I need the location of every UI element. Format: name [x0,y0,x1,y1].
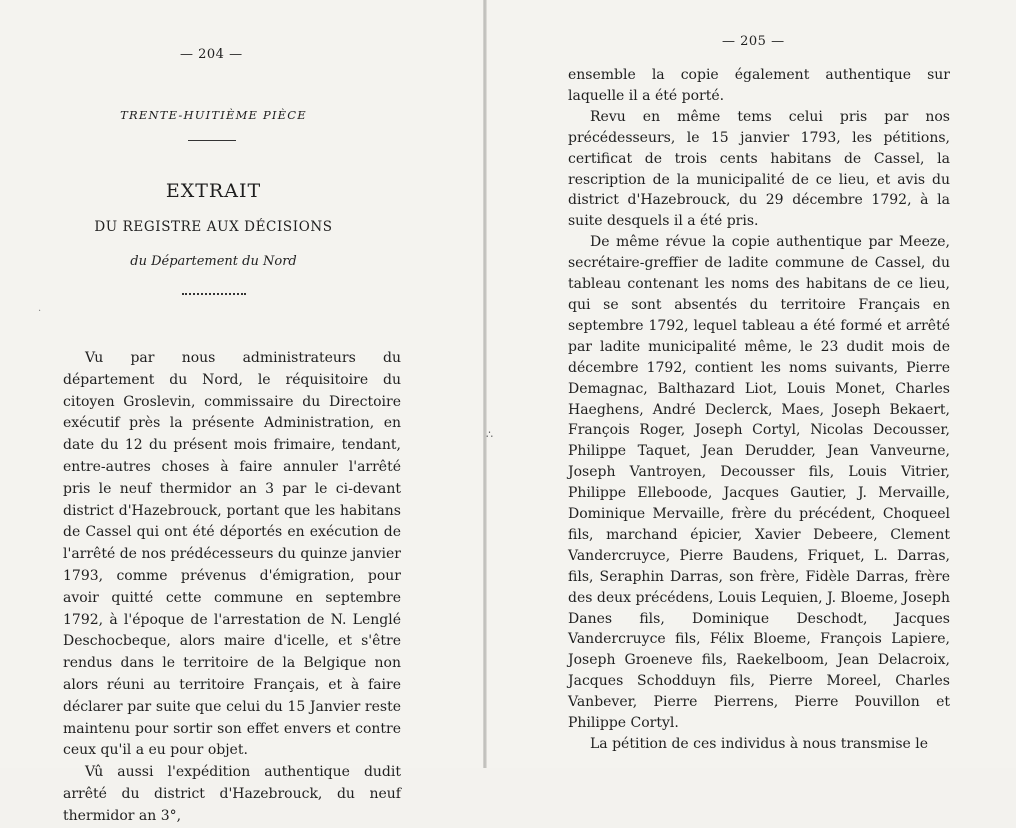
right-page [488,0,1016,768]
department-subtitle: du Département du Nord [130,254,297,269]
paragraph: De même révue la copie authentique par Meeze, secrétaire-greffier de ladite commune de Cassel, du tableau contenant les noms des habitans de ce lieu, qui se sont absentés du territoire Français en septembre 1792, lequel tableau a été formé et arrêté par ladite municipalité même, le 23 dudit mois de décembre 1792, contient les noms suivants, Pierre Demagnac, Balthazard Liot, Louis Monet, Charles Haeghens, André Declerck, Maes, Joseph Bekaert, François Roger, Joseph Cortyl, Nicolas Decousser, Philippe Taquet, Jean Derudder, Jean Vanveurne, Joseph Vantroyen, Decousser fils, Louis Vitrier, Philippe Elleboode, Jacques Gautier, J. Mervaille, Dominique Mervaille, frère du précédent, Choqueel fils, marchand épicier, Xavier Debeere, Clement Vandercruyce, Pierre Baudens, Friquet, L. Darras, fils, Seraphin Darras, son frère, Fidèle Darras, frère des deux précédens, Louis Lequien, J. Bloeme, Joseph Danes fils, Dominique Deschodt, Jacques Vandercruyce fils, Félix Bloeme, François Lapiere, Joseph Groeneve fils, Raekelboom, Jean Delacroix, Jacques Schodduyn fils, Pierre Moreel, Charles Vanbever, Pierre Pierrens, Pierre Pouvillon et Philippe Cortyl. [568,234,950,732]
paragraph: Vû aussi l'expédition authentique dudit arrêté du district d'Hazebrouck, du neuf thermidor an 3°, [63,764,401,824]
paragraph: ensemble la copie également authentique sur laquelle il a été porté. [568,67,950,104]
right-body-text [568,65,950,755]
dotted-separator [182,293,246,295]
page-number-right: — 205 — [722,34,785,49]
page-number-left: — 204 — [180,47,243,62]
gutter-mark: ∴ [486,428,493,441]
paragraph: La pétition de ces individus à nous transmise le [590,736,929,752]
registre-subheading: DU REGISTRE AUX DÉCISIONS [94,219,333,235]
paragraph: Revu en même tems celui pris par nos précédesseurs, le 15 janvier 1793, les pétitions, certificat de trois cents habitans de Cassel, la rescription de la municipalité de ce lieu, et avis du district d'Hazebrouck, du 29 décembre 1792, à la suite desquels il a été pris. [568,108,950,230]
left-body-text [63,348,401,828]
extrait-heading: EXTRAIT [165,180,262,202]
book-gutter [483,0,487,768]
piece-title: TRENTE-HUITIÈME PIÈCE [120,108,307,122]
paragraph: Vu par nous administrateurs du département du Nord, le réquisitoire du citoyen Groslevin, commissaire du Directoire exécutif près la présente Administration, en date du 12 du présent mois frimaire, tendant, entre-autres choses à faire annuler l'arrêté pris le neuf thermidor an 3 par le ci-devant district d'Hazebrouck, portant que les habitans de Cassel qui ont été déportés en exécution de l'arrêté de nos prédécesseurs du quinze janvier 1793, comme prévenus d'émigration, pour avoir quitté cette commune en septembre 1792, à l'époque de l'arrestation de N. Lenglé Deschocbeque, alors maire d'icelle, et s'être rendus dans le territoire de la Belgique non alors réuni au territoire Français, et à faire déclarer par suite que celui du 15 Janvier reste maintenu pour sortir son effet envers et contre ceux qu'il a eu pour objet. [63,350,401,759]
left-page [0,0,483,824]
margin-speck: · [38,306,42,317]
title-rule [188,140,236,141]
